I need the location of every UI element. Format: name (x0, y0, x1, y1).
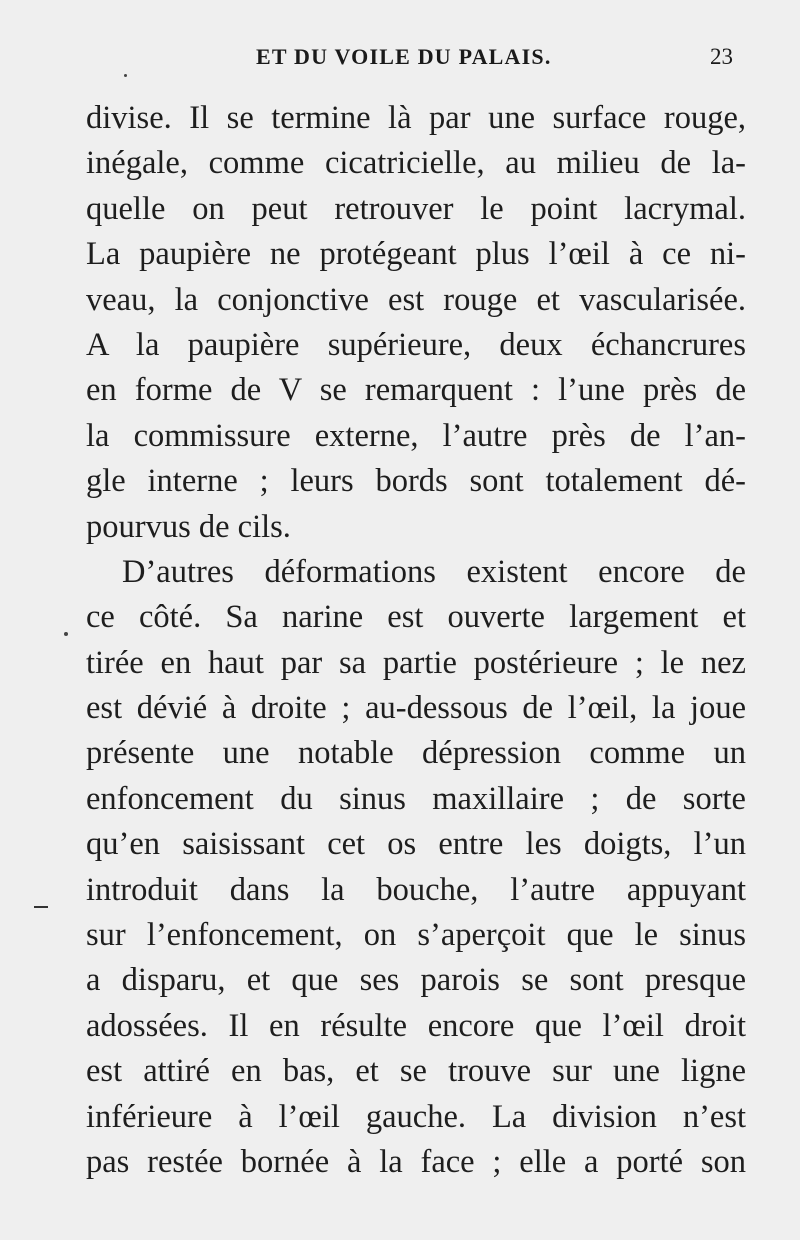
text-line: tirée en haut par sa partie postérieure ; le nez (86, 644, 746, 681)
text-line: est attiré en bas, et se trouve sur une ligne (86, 1053, 746, 1090)
text-line: la commissure externe, l’autre près de l’an- (86, 417, 746, 454)
text-line: inégale, comme cicatricielle, au milieu de la- (86, 145, 746, 182)
text-line: a disparu, et que ses parois se sont presque (86, 962, 746, 999)
text-line: présente une notable dépression comme un (86, 735, 746, 772)
text-line: D’autres déformations existent encore de (122, 553, 746, 590)
page-header (0, 44, 800, 76)
text-line: en forme de V se remarquent : l’une près de (86, 372, 746, 409)
text-line: enfoncement du sinus maxillaire ; de sorte (86, 780, 746, 817)
text-line: A la paupière supérieure, deux échancrures (86, 326, 746, 363)
running-title: ET DU VOILE DU PALAIS. (256, 44, 552, 69)
text-line: quelle on peut retrouver le point lacrymal. (86, 190, 746, 227)
page-number: 23 (710, 44, 733, 69)
margin-speck-mark (124, 74, 127, 77)
text-line: pourvus de cils. (86, 508, 291, 545)
text-line: ce côté. Sa narine est ouverte largement et (86, 599, 746, 636)
text-line: divise. Il se termine là par une surface rouge, (86, 100, 746, 136)
margin-dash-mark (34, 906, 48, 908)
text-line: sur l’enfoncement, on s’aperçoit que le sinus (86, 917, 746, 954)
body-text (86, 96, 746, 1185)
text-line: qu’en saisissant cet os entre les doigts, l’un (86, 826, 746, 863)
text-line: introduit dans la bouche, l’autre appuyant (86, 871, 746, 908)
text-line: pas restée bornée à la face ; elle a porté son (86, 1143, 746, 1180)
text-line: inférieure à l’œil gauche. La division n’est (86, 1098, 746, 1135)
text-line: La paupière ne protégeant plus l’œil à ce ni- (86, 236, 746, 273)
margin-speck-mark (64, 632, 68, 636)
text-line: veau, la conjonctive est rouge et vascularisée. (86, 281, 746, 318)
text-line: adossées. Il en résulte encore que l’œil droit (86, 1007, 746, 1044)
text-line: gle interne ; leurs bords sont totalement dé- (86, 463, 746, 500)
text-line: est dévié à droite ; au-dessous de l’œil, la joue (86, 690, 746, 727)
